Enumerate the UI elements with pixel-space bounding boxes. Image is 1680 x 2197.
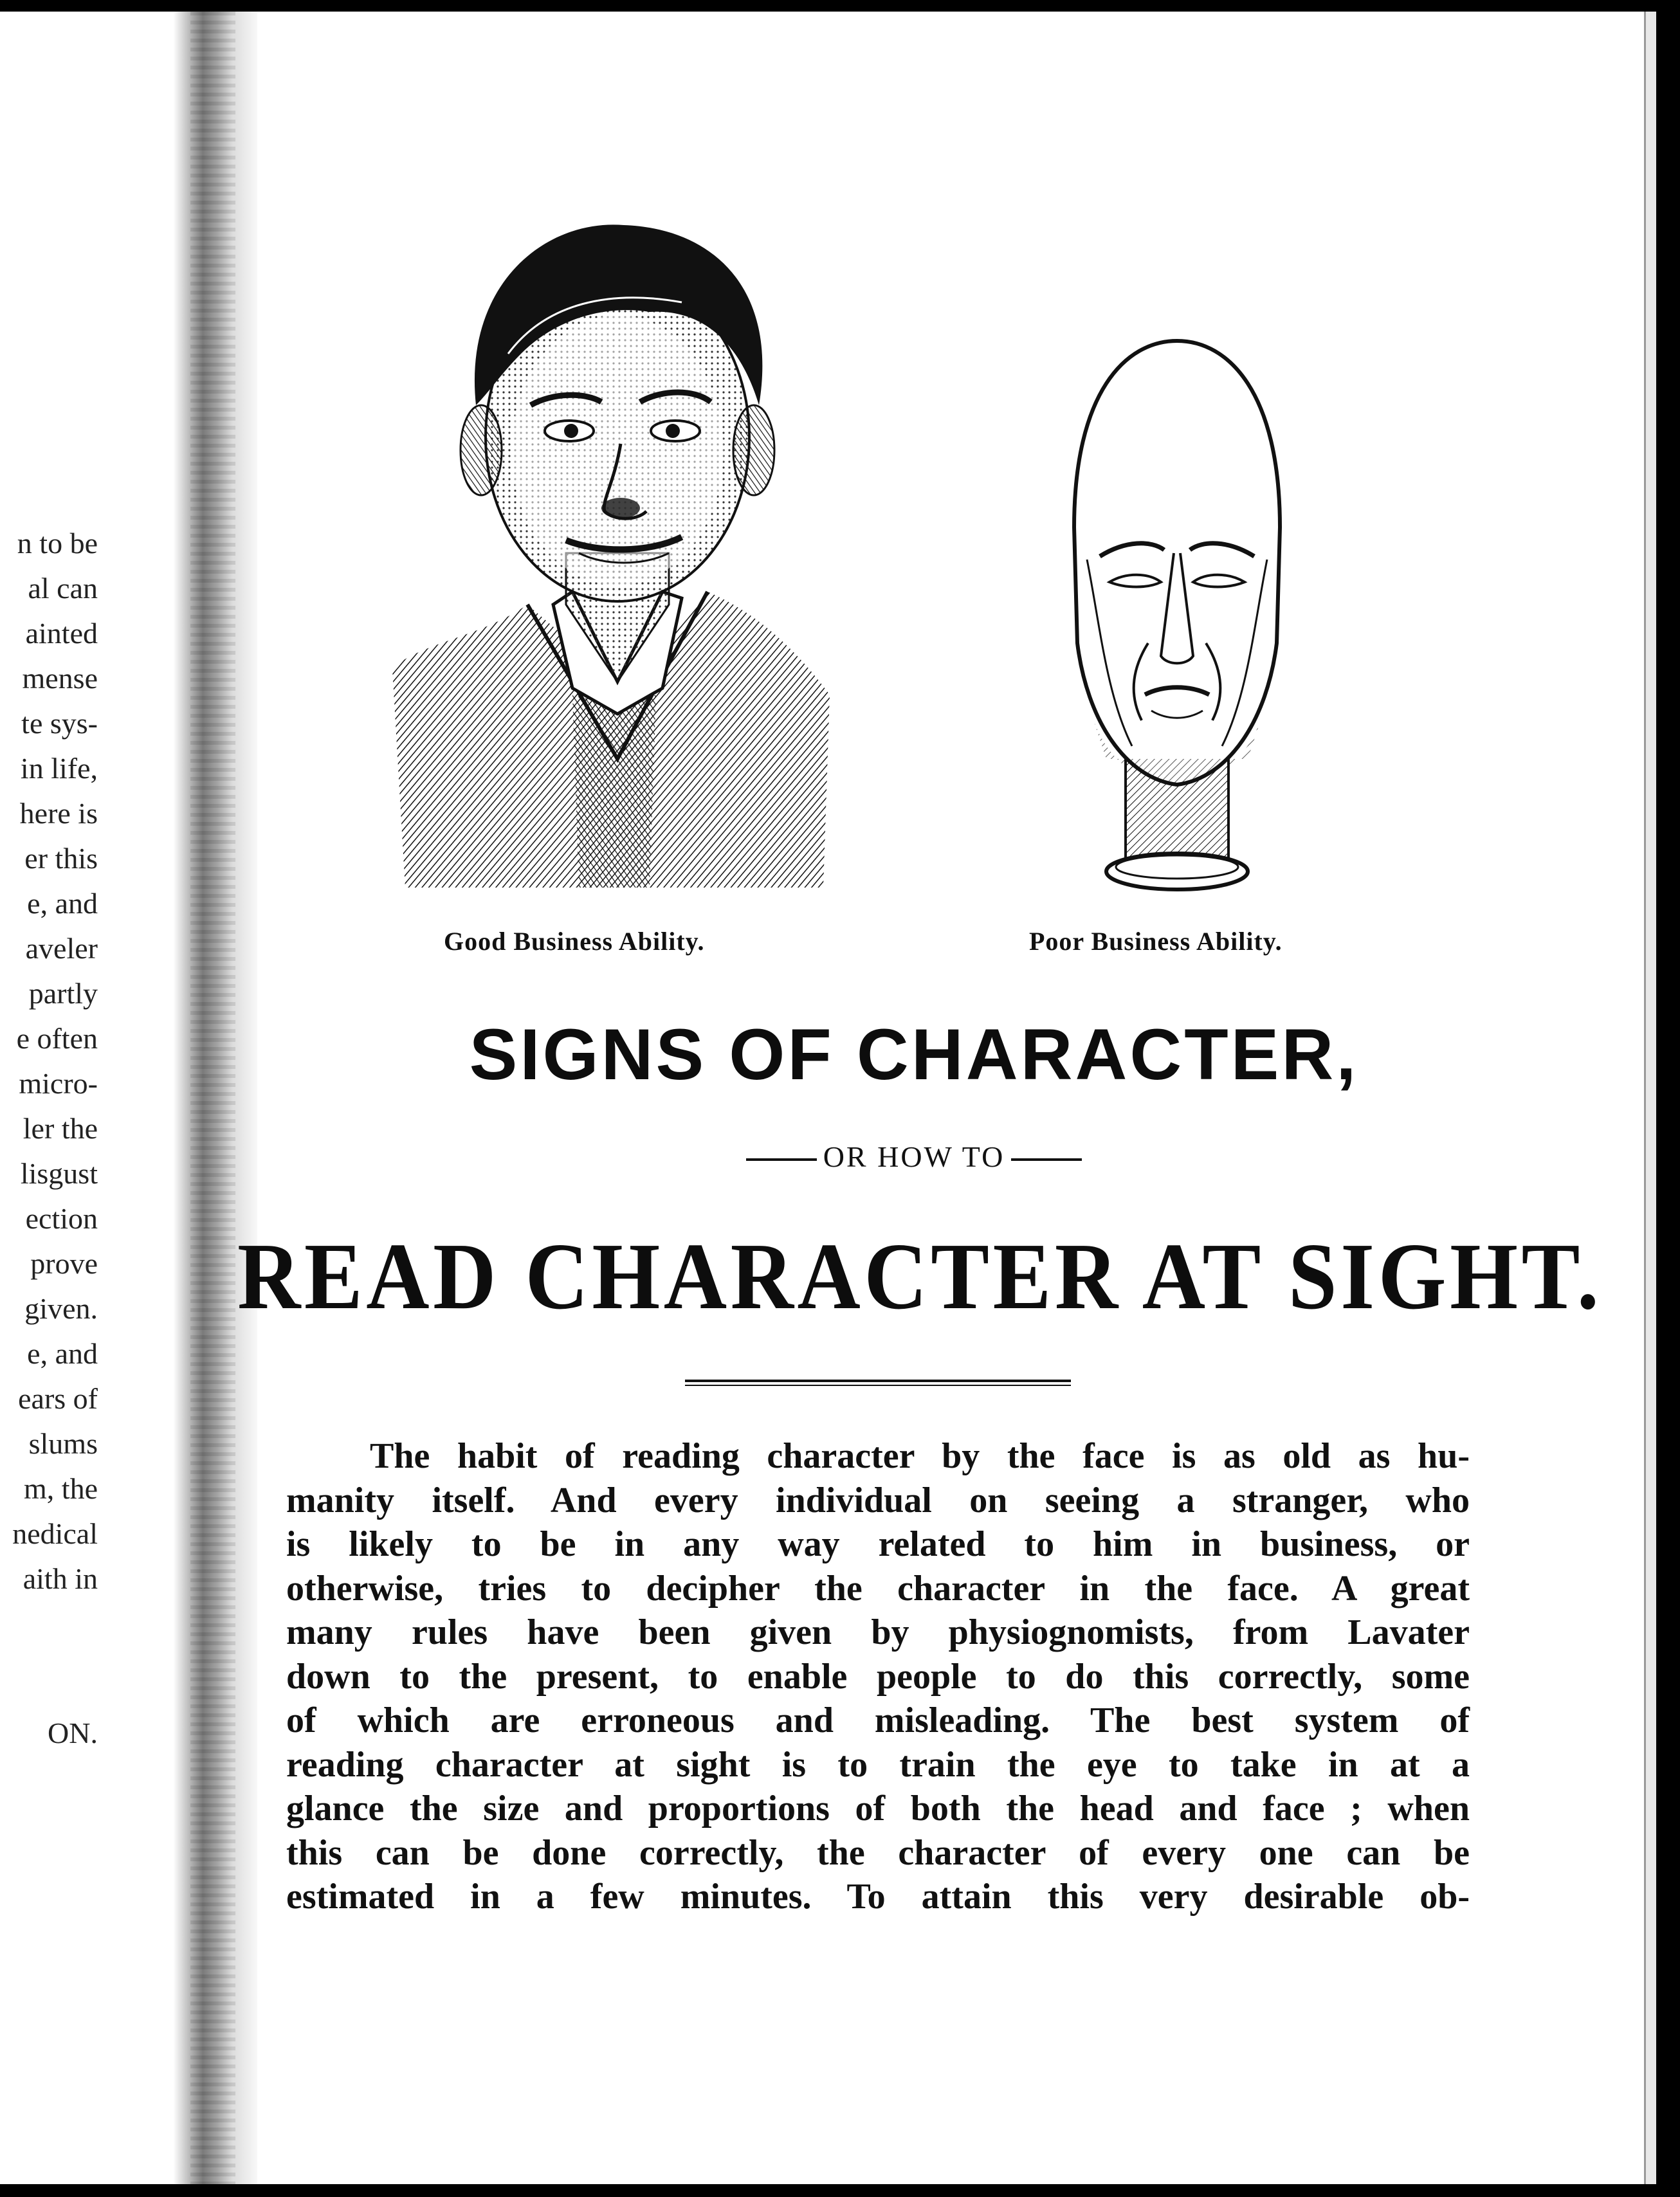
- left-line: ainted: [25, 617, 98, 650]
- left-line: given.: [24, 1292, 98, 1325]
- body-line: The habit of reading character by the face is as old as hu-: [370, 1436, 1470, 1476]
- left-line: micro-: [19, 1067, 98, 1100]
- body-line: of which are erroneous and misleading. The best system of: [286, 1700, 1470, 1740]
- left-line: aith in: [23, 1562, 98, 1595]
- scan-right-edge: [1654, 0, 1680, 2197]
- caption-poor-business: Poor Business Ability.: [1029, 927, 1283, 956]
- left-facing-page: [0, 12, 174, 2184]
- left-line: te sys-: [21, 707, 98, 740]
- body-line: this can be done correctly, the character of every one can be: [286, 1832, 1470, 1873]
- left-line: n to be: [17, 527, 98, 560]
- left-line: ection: [25, 1202, 98, 1235]
- body-line: otherwise, tries to decipher the character in the face. A great: [286, 1568, 1470, 1609]
- body-line: glance the size and proportions of both the head and face ; when: [286, 1789, 1470, 1828]
- left-line: m, the: [24, 1472, 98, 1505]
- left-line: e often: [16, 1022, 98, 1055]
- subheading-text: OR HOW TO: [823, 1140, 1005, 1173]
- left-line: prove: [30, 1247, 98, 1280]
- subheading-or-how-to: [0, 1140, 1680, 1174]
- body-paragraph: [286, 1434, 1470, 1919]
- left-line: here is: [19, 797, 98, 830]
- poor-business-portrait: [1055, 334, 1299, 913]
- left-line: ears of: [18, 1382, 98, 1415]
- left-line: aveler: [25, 932, 98, 965]
- left-line: e, and: [27, 1337, 98, 1370]
- body-line: down to the present, to enable people to do this correctly, some: [286, 1656, 1470, 1697]
- body-line: many rules have been given by physiognomists, from Lavater: [286, 1612, 1470, 1652]
- left-line: partly: [28, 977, 98, 1010]
- dash-left: [746, 1158, 817, 1161]
- body-line: estimated in a few minutes. To attain this very desirable ob-: [286, 1877, 1470, 1917]
- binding-shadow: [190, 12, 235, 2184]
- left-line: in life,: [20, 752, 98, 785]
- divider-rule: [685, 1380, 1071, 1386]
- scan-bottom-edge: [0, 2184, 1680, 2197]
- dash-right: [1011, 1158, 1082, 1161]
- left-line: mense: [22, 662, 98, 695]
- left-line: lisgust: [20, 1157, 98, 1190]
- good-business-portrait: [379, 193, 843, 913]
- body-line: reading character at sight is to train the eye to take in at a: [286, 1744, 1470, 1785]
- left-line: slums: [28, 1427, 98, 1460]
- caption-good-business: Good Business Ability.: [444, 927, 705, 956]
- left-line: e, and: [27, 887, 98, 920]
- body-line: is likely to be in any way related to him in business, or: [286, 1524, 1470, 1564]
- scan-top-edge: [0, 0, 1680, 12]
- left-line: al can: [28, 572, 98, 605]
- page-edge: [1644, 12, 1656, 2184]
- heading-signs-of-character: SIGNS OF CHARACTER,: [469, 1014, 1359, 1095]
- body-line: manity itself. And every individual on seeing a stranger, who: [286, 1480, 1470, 1520]
- left-line: nedical: [12, 1517, 98, 1550]
- left-line: ler the: [23, 1112, 98, 1145]
- left-line: er this: [24, 842, 98, 875]
- left-line: ON.: [48, 1717, 98, 1749]
- heading-read-character-at-sight: READ CHARACTER AT SIGHT.: [237, 1224, 1603, 1329]
